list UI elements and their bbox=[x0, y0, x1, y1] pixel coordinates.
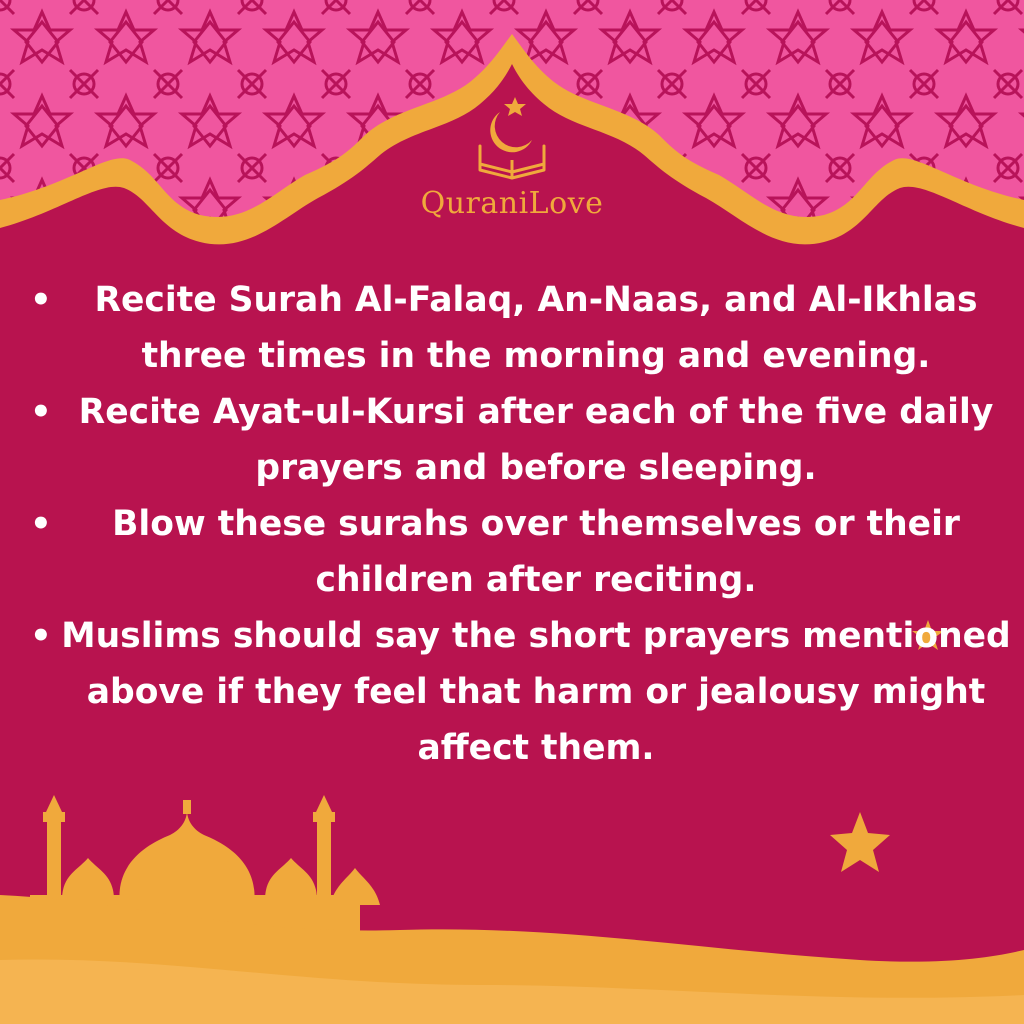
list-item-text: Recite Surah Al-Falaq, An-Naas, and Al-Ikhlas three times in the morning and evening. bbox=[94, 280, 978, 376]
brand-name: QuraniLove bbox=[420, 186, 604, 221]
bullet-dot-icon: • bbox=[30, 392, 52, 432]
list-item bbox=[18, 496, 1014, 608]
tips-list-container bbox=[18, 272, 1014, 776]
bullet-dot-icon: • bbox=[30, 616, 52, 656]
bullet-dot-icon: • bbox=[30, 280, 52, 320]
list-item bbox=[18, 608, 1014, 776]
tips-list bbox=[18, 272, 1014, 776]
list-item bbox=[18, 272, 1014, 384]
bullet-dot-icon: • bbox=[30, 504, 52, 544]
list-item bbox=[18, 384, 1014, 496]
list-item-text: Blow these surahs over themselves or their children after reciting. bbox=[112, 504, 960, 600]
list-item-text: Recite Ayat-ul-Kursi after each of the five daily prayers and before sleeping. bbox=[78, 392, 994, 488]
list-item-text: Muslims should say the short prayers mentioned above if they feel that harm or jealousy might affect them. bbox=[61, 616, 1011, 768]
